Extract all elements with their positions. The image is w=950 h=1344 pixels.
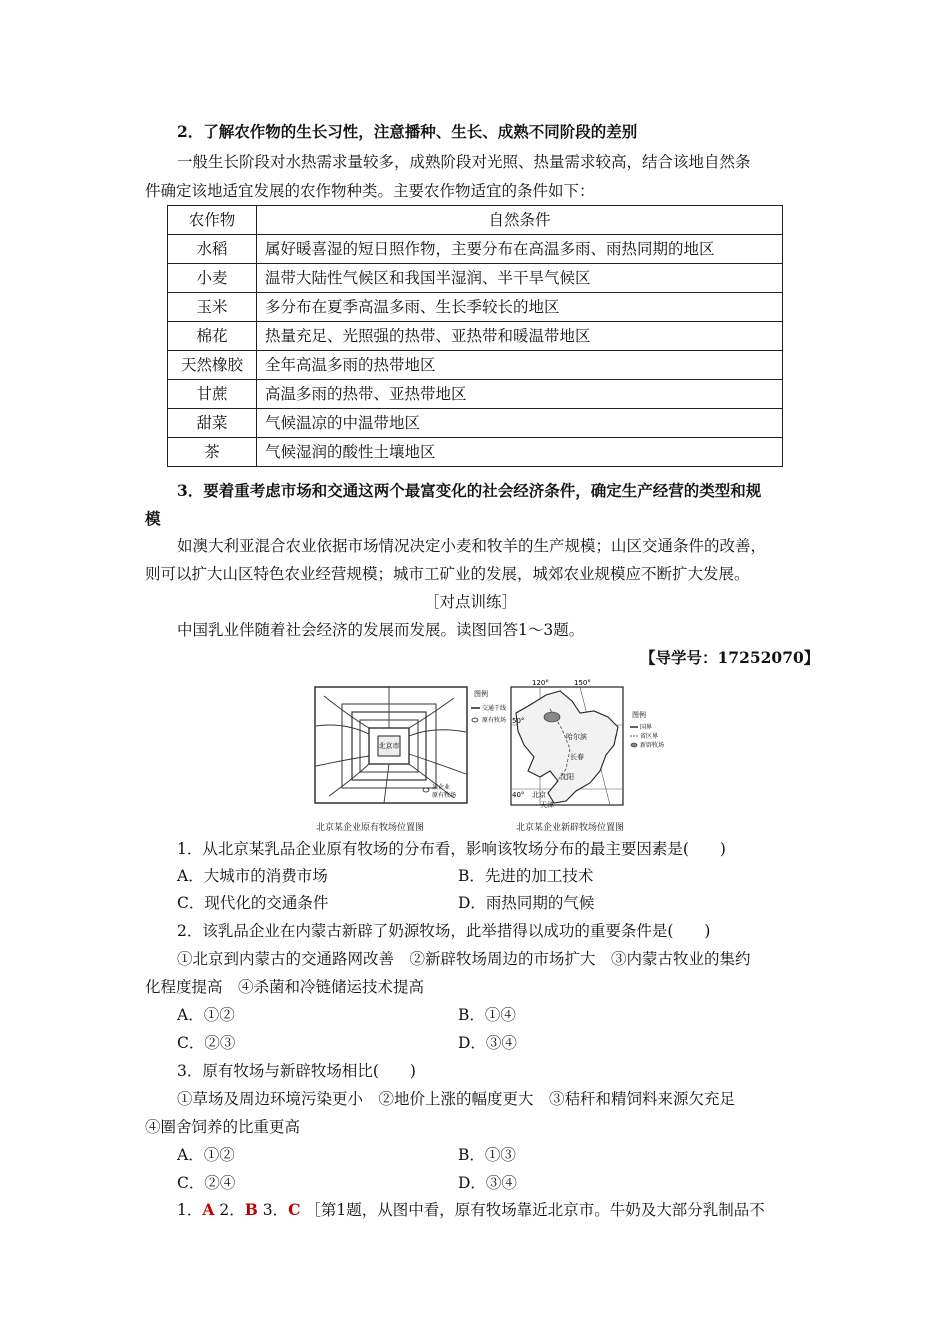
section3-paragraph-line1: 如澳大利亚混合农业依据市场情况决定小麦和牧羊的生产规模；山区交通条件的改善， [177,537,767,555]
table-header-condition: 自然条件 [257,206,783,235]
crop-cell: 棉花 [168,322,257,351]
training-title: ［对点训练］ [424,593,518,611]
answer-2: B [244,1200,258,1219]
crop-cell: 茶 [168,438,257,467]
answer-number-3: 3． [262,1201,289,1219]
city-changchun: 长春 [570,753,584,761]
city-beijing: 北京 [532,791,546,799]
answer-3: C [288,1200,301,1219]
crop-cell: 水稻 [168,235,257,264]
question-3-options-line1: ①草场及周边环境污染更小 ②地价上涨的幅度更大 ③秸秆和精饲料来源欠充足 [177,1090,736,1108]
answer-number-2: 2． [219,1201,245,1219]
guide-number: 【导学号：17252070】 [640,648,820,667]
crop-cell: 甜菜 [168,409,257,438]
table-row [168,351,783,380]
answer-line [177,1200,765,1220]
table-row [168,264,783,293]
legend-item-pasture: 原有牧场 [482,717,507,724]
lat-50-label: 50° [512,717,525,725]
question-3-option-c: C．②④ [177,1174,236,1192]
question-2-option-c: C．②③ [177,1034,236,1052]
city-shenyang: 沈阳 [560,773,574,781]
map-enterprise-label-1: 某企业 [432,784,451,791]
right-map-caption: 北京某企业新辟牧场位置图 [516,823,625,833]
table-row [168,380,783,409]
training-intro: 中国乳业伴随着社会经济的发展而发展。读图回答1～3题。 [177,621,585,639]
question-1-option-d: D．雨热同期的气候 [458,894,595,912]
question-2-option-b: B．①④ [458,1006,516,1024]
original-pasture-map [314,686,510,818]
question-2-options-line2: 化程度提高 ④杀菌和冷链储运技术提高 [145,978,425,996]
crop-cell: 甘蔗 [168,380,257,409]
question-1-option-c: C．现代化的交通条件 [177,894,329,912]
question-1-option-a: A．大城市的消费市场 [177,867,328,885]
lon-120-label: 120° [532,679,549,687]
section3-paragraph-line2: 则可以扩大山区特色农业经营规模；城市工矿业的发展，城郊农业规模应不断扩大发展。 [145,565,750,583]
table-row [168,409,783,438]
legend-title: 图例 [474,690,488,698]
new-pasture-map [510,679,680,819]
condition-cell: 全年高温多雨的热带地区 [257,351,783,380]
answer-number-1: 1． [177,1201,203,1219]
condition-cell: 温带大陆性气候区和我国半湿润、半干旱气候区 [257,264,783,293]
condition-cell: 多分布在夏季高温多雨、生长季较长的地区 [257,293,783,322]
question-1-option-b: B．先进的加工技术 [458,867,594,885]
question-2-stem: 2．该乳品企业在内蒙古新辟了奶源牧场，此举措得以成功的重要条件是( ) [177,922,711,940]
section3-heading-line1: 3．要着重考虑市场和交通这两个最富变化的社会经济条件，确定生产经营的类型和规 [177,481,762,500]
question-3-option-a: A．①② [177,1146,235,1164]
table-header-row [168,206,783,235]
condition-cell: 气候温凉的中温带地区 [257,409,783,438]
city-harbin: 哈尔滨 [566,733,587,741]
section2-paragraph-line1: 一般生长阶段对水热需求量较多，成熟阶段对光照、热量需求较高，结合该地自然条 [177,153,751,171]
condition-cell: 气候湿润的酸性土壤地区 [257,438,783,467]
map-enterprise-label-2: 原有牧场 [432,792,457,799]
section2-heading: 2．了解农作物的生长习性，注意播种、生长、成熟不同阶段的差别 [177,122,638,141]
crop-cell: 天然橡胶 [168,351,257,380]
answer-1: A [202,1200,215,1219]
legend-item-new-pasture: 新辟牧场 [640,742,665,749]
question-1-stem: 1．从北京某乳品企业原有牧场的分布看，影响该牧场分布的最主要因素是( ) [177,840,726,858]
question-2-option-d: D．③④ [458,1034,517,1052]
legend-item-province: 省区界 [640,733,659,740]
question-3-option-b: B．①③ [458,1146,516,1164]
lon-150-label: 150° [574,679,591,687]
city-tianjin: 天津 [540,801,554,809]
question-3-options-line2: ④圈舍饲养的比重更高 [145,1118,301,1136]
question-2-options-line1: ①北京到内蒙古的交通路网改善 ②新辟牧场周边的市场扩大 ③内蒙古牧业的集约 [177,950,751,968]
table-row [168,438,783,467]
left-map-caption: 北京某企业原有牧场位置图 [316,823,425,833]
crop-cell: 玉米 [168,293,257,322]
question-3-option-d: D．③④ [458,1174,517,1192]
table-row [168,293,783,322]
legend-item-border: 国界 [640,724,653,731]
table-header-crop: 农作物 [168,206,257,235]
map-center-label: 北京市 [378,742,400,750]
answer-explanation: ［第1题，从图中看，原有牧场靠近北京市。牛奶及大部分乳制品不 [305,1201,765,1219]
table-row [168,235,783,264]
crop-cell: 小麦 [168,264,257,293]
question-2-option-a: A．①② [177,1006,235,1024]
lat-40-label: 40° [512,791,525,799]
section2-paragraph-line2: 件确定该地适宜发展的农作物种类。主要农作物适宜的条件如下： [145,182,595,200]
table-row [168,322,783,351]
condition-cell: 属好暖喜湿的短日照作物，主要分布在高温多雨、雨热同期的地区 [257,235,783,264]
condition-cell: 高温多雨的热带、亚热带地区 [257,380,783,409]
crop-conditions-table [167,205,783,467]
question-3-stem: 3．原有牧场与新辟牧场相比( ) [177,1062,416,1080]
section3-heading-line2: 模 [145,509,161,528]
legend-title-right: 图例 [632,711,646,719]
condition-cell: 热量充足、光照强的热带、亚热带和暖温带地区 [257,322,783,351]
legend-item-road: 交通干线 [482,705,507,712]
